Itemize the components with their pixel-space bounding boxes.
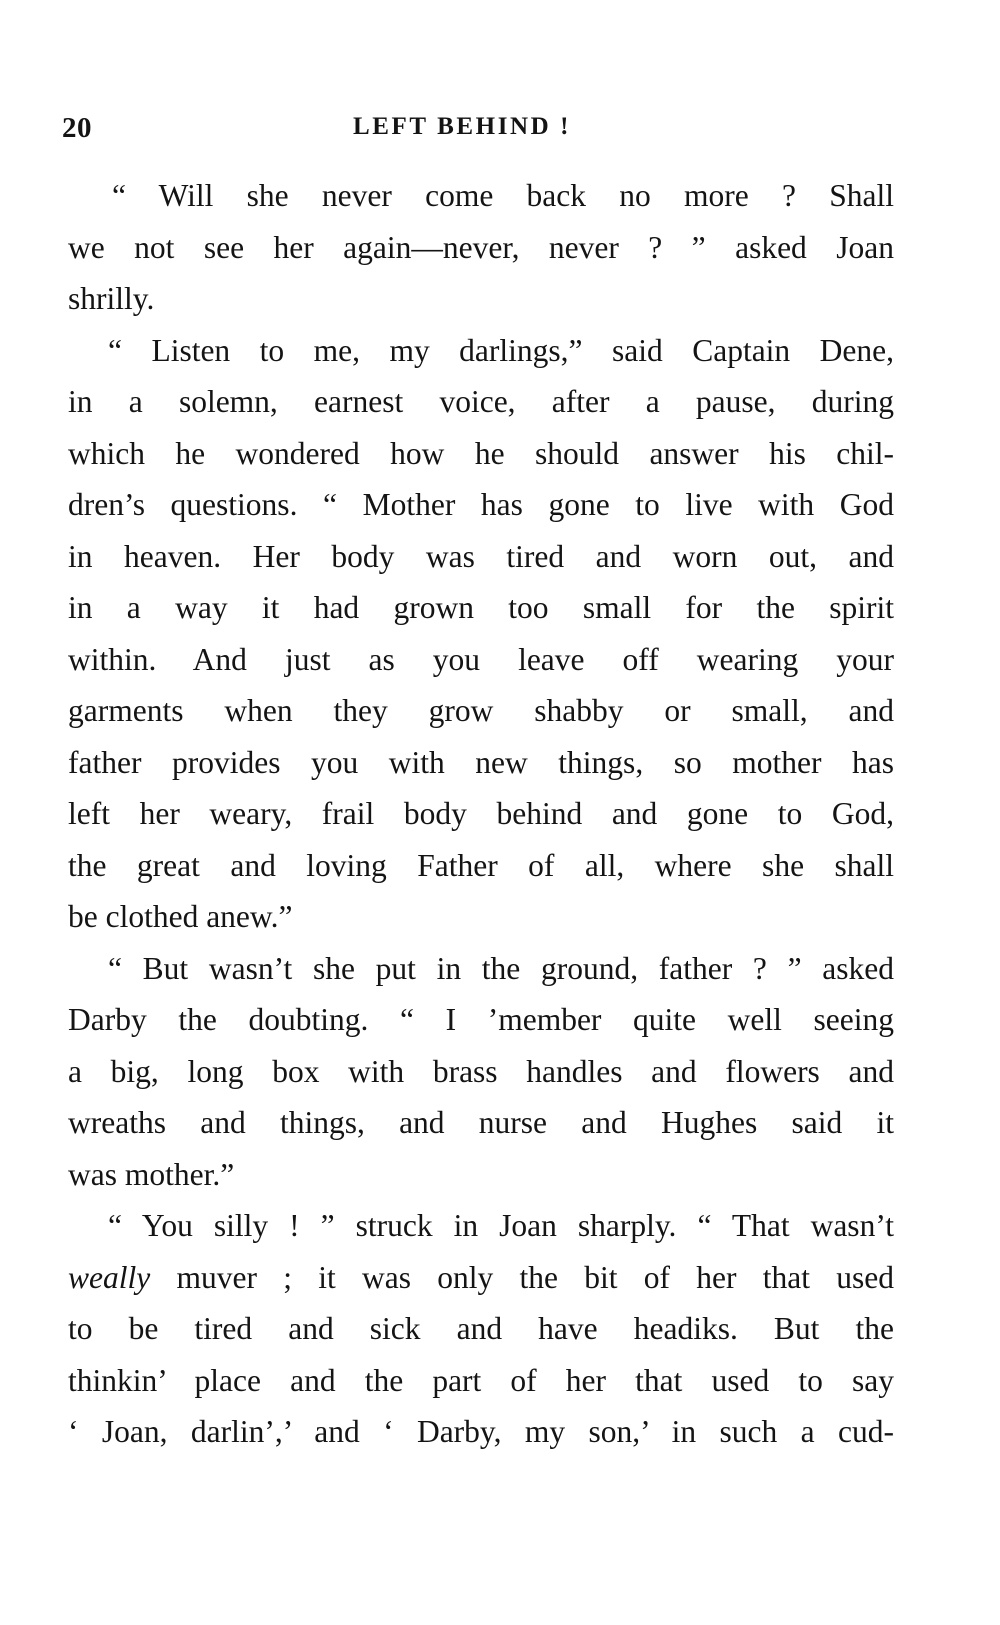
text-line: garments when they grow shabby or small, and: [68, 693, 894, 728]
text-line: within. And just as you leave off wearing your: [68, 641, 894, 677]
text-line: in a way it had grown too small for the spirit: [68, 590, 894, 625]
text-line: be clothed anew.”: [68, 899, 293, 934]
text-line: we not see her again—never, never ? ” asked Joan: [68, 229, 894, 265]
text-line: a big, long box with brass handles and flowers and: [68, 1053, 894, 1089]
text-line: Darby the doubting. “ I ’member quite well seeing: [68, 1002, 894, 1037]
text-line: “ But wasn’t she put in the ground, father ? ” asked: [108, 950, 894, 986]
text-line: father provides you with new things, so mother has: [68, 744, 894, 780]
italic-word: weally: [68, 1259, 151, 1295]
text-line: “ Will she never come back no more ? Shall: [112, 178, 894, 213]
paragraph: [68, 170, 894, 325]
body-text: [68, 170, 894, 1458]
text-line: in heaven. Her body was tired and worn out, and: [68, 538, 894, 574]
text-line: the great and loving Father of all, where she shall: [68, 847, 894, 883]
running-title: LEFT BEHIND !: [353, 113, 572, 140]
text-line: shrilly.: [68, 281, 155, 316]
text-line: which he wondered how he should answer his chil-: [68, 435, 894, 471]
text-line: “ You silly ! ” struck in Joan sharply. “ That wasn’t: [108, 1208, 894, 1243]
text-line: [68, 1252, 894, 1304]
paragraph: [68, 943, 894, 1201]
page-number: 20: [62, 112, 92, 144]
text-line: to be tired and sick and have headiks. But the: [68, 1311, 894, 1346]
text-line: ‘ Joan, darlin’,’ and ‘ Darby, my son,’ in such a cud-: [68, 1414, 894, 1449]
text-line: thinkin’ place and the part of her that used to say: [68, 1362, 894, 1398]
text-line: was mother.”: [68, 1156, 235, 1192]
text-line: “ Listen to me, my darlings,” said Captain Dene,: [108, 332, 894, 368]
text-line: left her weary, frail body behind and gone to God,: [68, 796, 894, 831]
paragraph: [68, 1200, 894, 1458]
text-line: wreaths and things, and nurse and Hughes said it: [68, 1105, 894, 1140]
text-line: dren’s questions. “ Mother has gone to live with God: [68, 487, 894, 522]
paragraph: [68, 325, 894, 943]
text-line-rest: muver ; it was only the bit of her that used: [150, 1259, 894, 1295]
text-line: in a solemn, earnest voice, after a pause, during: [68, 384, 894, 419]
